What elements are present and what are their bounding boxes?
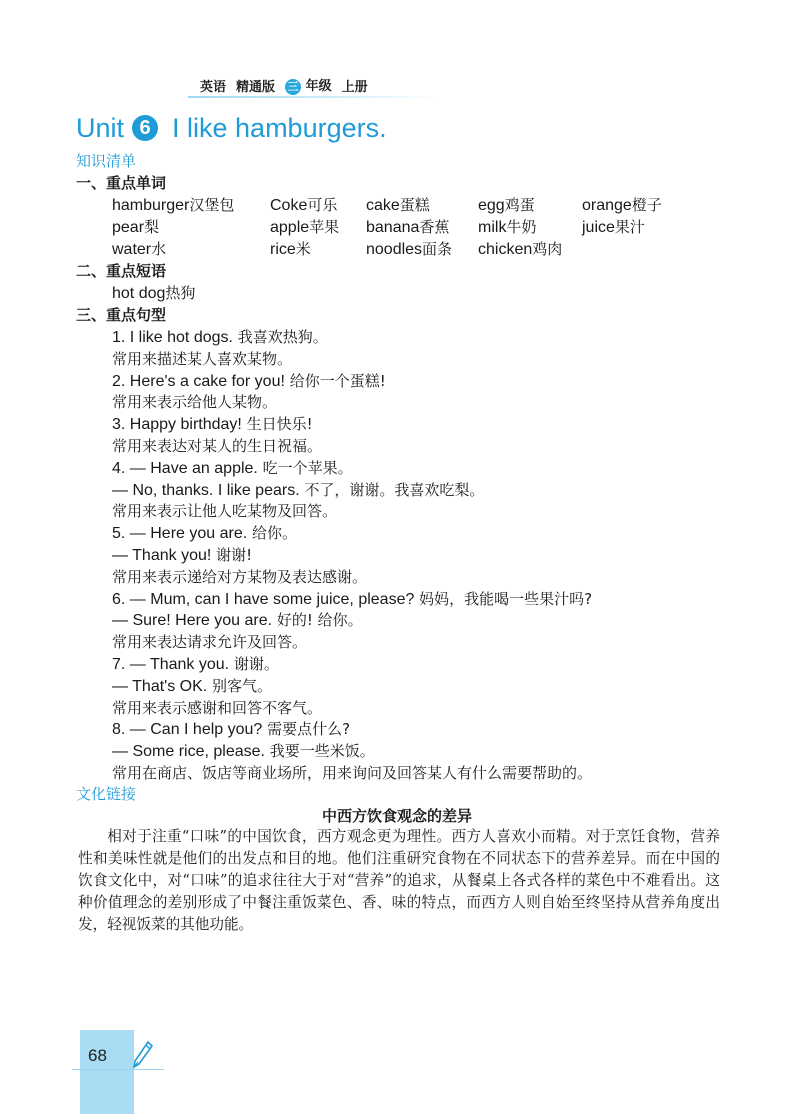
vocab-item: rice米 [270,240,311,258]
vocab-item: noodles面条 [366,240,453,258]
sentence-usage-note: 常用在商店、饭店等商业场所，用来询问及回答某人有什么需要帮助的。 [112,764,593,782]
sentence-usage-note: 常用来表示感谢和回答不客气。 [112,698,323,717]
section-knowledge-list: 知识清单 [76,152,137,170]
sentence-line: 4. — Have an apple. 吃一个苹果。 [112,458,353,477]
vocab-item: water水 [112,240,167,258]
vocab-item: orange橙子 [582,196,662,214]
unit-label: Unit [76,112,125,143]
sentence-line: 6. — Mum, can I have some juice, please? 妈妈，我能喝一些果汁吗? [112,589,593,608]
section-key-words: 一、重点单词 [76,174,167,192]
unit-heading: I like hamburgers. [172,112,387,143]
vocab-item: chicken鸡肉 [478,240,563,258]
sentence-line: — No, thanks. I like pears. 不了，谢谢。我喜欢吃梨。 [112,480,485,499]
sentence-line: 5. — Here you are. 给你。 [112,524,297,543]
sentence-usage-note: 常用来描述某人喜欢某物。 [112,349,293,368]
vocab-item: pear梨 [112,218,160,236]
header-edition: 精通版 [236,79,276,95]
vocab-item: hamburger汉堡包 [112,196,235,214]
vocab-item: cake蛋糕 [366,196,430,214]
grade-number-badge: 三 [285,79,301,95]
sentence-line: 3. Happy birthday! 生日快乐! [112,415,313,434]
section-key-phrases: 二、重点短语 [76,262,167,280]
page-number: 68 [88,1046,107,1065]
header-divider [188,96,438,98]
section-key-sentences: 三、重点句型 [76,306,167,324]
page-header [200,74,440,96]
pencil-icon [132,1040,154,1070]
sentence-line: — That's OK. 别客气。 [112,676,273,695]
section-culture-link: 文化链接 [76,785,137,803]
vocab-item: milk牛奶 [478,218,537,236]
header-grade: 三 年级 [285,75,332,95]
sentence-usage-note: 常用来表示让他人吃某物及回答。 [112,502,338,521]
page-tab [80,1030,134,1114]
sentence-line: — Some rice, please. 我要一些米饭。 [112,742,375,761]
header-volume: 上册 [341,79,368,95]
sentence-line: — Sure! Here you are. 好的! 给你。 [112,611,363,630]
vocab-item: apple苹果 [270,218,340,236]
sentence-line: — Thank you! 谢谢! [112,546,253,564]
article-title: 中西方饮食观念的差异 [321,807,472,825]
sentence-usage-note: 常用来表示给他人某物。 [112,393,278,412]
phrase-item: hot dog热狗 [112,284,196,302]
vocab-item: juice果汁 [582,218,645,236]
unit-number-badge: 6 [132,115,158,141]
unit-title [76,110,387,146]
vocab-item: banana香蕉 [366,218,450,236]
vocab-item: Coke可乐 [270,196,338,214]
sentence-usage-note: 常用来表达请求允许及回答。 [112,633,308,652]
sentence-line: 1. I like hot dogs. 我喜欢热狗。 [112,328,328,346]
sentence-line: 2. Here's a cake for you! 给你一个蛋糕! [112,371,386,390]
vocab-item: egg鸡蛋 [478,196,535,214]
sentence-line: 8. — Can I help you? 需要点什么? [112,720,351,739]
article-body: 相对于注重“口味”的中国饮食，西方观念更为理性。西方人喜欢小而精。对于烹饪食物，营养性和美味性就是他们的出发点和目的地。他们注重研究食物在不同状态下的营养差异。而在中国的饮食文化中，对“口味”的追求往往大于对“营养”的追求，从餐桌上各式各样的菜色中不难看出。这种价值理念的差别形成了中餐注重饭菜色、香、味的特点，而西方人则自始至终坚持从营养角度出发，轻视饭菜的其他功能。 [78,828,720,933]
sentence-usage-note: 常用来表示递给对方某物及表达感谢。 [112,567,368,586]
sentence-usage-note: 常用来表达对某人的生日祝福。 [112,437,323,455]
sentence-line: 7. — Thank you. 谢谢。 [112,655,279,673]
header-subject: 英语 [200,79,227,95]
